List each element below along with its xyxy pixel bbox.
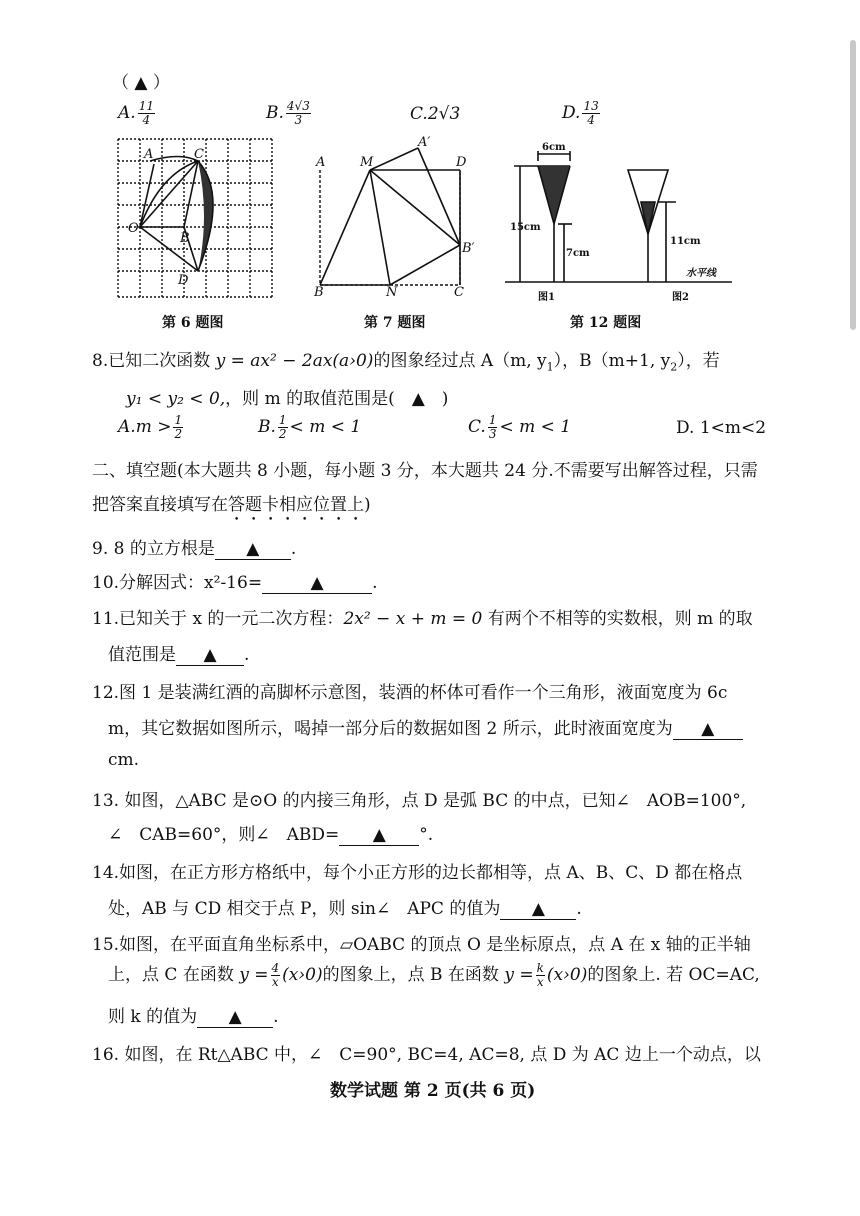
fig12-label-7cm: 7cm [566, 248, 590, 259]
q14-line1: 14.如图，在正方形方格纸中，每个小正方形的边长都相等，点 A、B、C、D 都在格点 [92, 863, 743, 883]
fig6-label-b: B [180, 231, 190, 246]
scrollbar[interactable] [850, 40, 856, 330]
q15-line1: 15.如图，在平面直角坐标系中，▱OABC 的顶点 O 是坐标原点，点 A 在 x 轴的正半轴 [92, 935, 751, 955]
q9: 9. 8 的立方根是 ▲ . [92, 539, 297, 559]
q15-line3: 则 k 的值为 ▲ . [108, 1007, 279, 1027]
q13-line2: ∠ CAB=60°，则∠ ABD= ▲ °. [108, 825, 434, 845]
q7-option-a: A. $\frac{11}{4}$ [118, 99, 154, 127]
q16-line1: 16. 如图，在 Rt△ABC 中，∠ C=90°, BC=4, AC=8, 点 D 为 AC 边上一个动点，以 [92, 1045, 761, 1065]
section2-heading-line2: 把答案直接填写在答题卡相应位置上) [92, 495, 371, 515]
q7-option-c: C.2√3 [410, 104, 461, 124]
q11-answer-blank: ▲ [176, 645, 244, 666]
fig6-label-a: A [144, 147, 154, 162]
q8-line2: y₁ < y₂ < 0,，则 m 的取值范围是( ▲ ) [126, 389, 449, 409]
q11-line2: 值范围是 ▲ . [108, 645, 250, 665]
q8-option-d: D. 1<m<2 [676, 418, 767, 438]
fig7-label-n: N [386, 285, 398, 300]
fig7-label-m: M [360, 155, 374, 170]
fig12-label-6cm: 6cm [542, 142, 566, 153]
fig7-label-c: C [454, 285, 464, 300]
fig6-label-c: C [194, 147, 204, 162]
fig12-label-fig1: 图1 [538, 292, 555, 303]
figure-6-caption: 第 6 题图 [162, 315, 224, 331]
fig6-label-o: O [128, 221, 139, 236]
q12-line3: cm. [108, 750, 140, 770]
figure-12-caption: 第 12 题图 [570, 315, 642, 331]
fig7-label-b: B [314, 285, 324, 300]
fig7-label-a-prime: A′ [418, 135, 431, 150]
q8-option-c: C. $\frac{1}{3}$ < m < 1 [468, 413, 572, 441]
section2-heading-line1: 二、填空题(本大题共 8 小题，每小题 3 分，本大题共 24 分.不需要写出解答过程，只需 [92, 461, 758, 481]
fig12-label-horizontal: 水平线 [686, 268, 716, 279]
q15-answer-blank: ▲ [197, 1007, 273, 1028]
q12-line1: 12.图 1 是装满红酒的高脚杯示意图，装酒的杯体可看作一个三角形，液面宽度为 6c [92, 683, 728, 703]
figure-7-square-fold-diagram [310, 130, 490, 300]
q12-line2: m，其它数据如图所示，喝掉一部分后的数据如图 2 所示，此时液面宽度为 ▲ [108, 714, 743, 740]
q10-answer-blank: ▲ [262, 573, 372, 594]
q8-option-a: A.m > $\frac{1}{2}$ [118, 413, 183, 441]
page-footer: 数学试题 第 2 页(共 6 页) [330, 1081, 536, 1101]
fig6-label-d: D [178, 273, 189, 288]
q13-line1: 13. 如图，△ABC 是⊙O 的内接三角形，点 D 是弧 BC 的中点，已知∠ AOB=100°, [92, 791, 747, 811]
q7-option-b: B. $\frac{4√3}{3}$ [266, 99, 310, 127]
figure-12-wine-glass-diagram [500, 136, 740, 306]
q9-answer-blank: ▲ [215, 539, 291, 560]
fig7-label-b-prime: B′ [462, 241, 475, 256]
fig12-label-11cm: 11cm [670, 236, 701, 247]
q7-option-d: D. $\frac{13}{4}$ [562, 99, 599, 127]
fig7-label-a: A [316, 155, 326, 170]
q12-answer-blank: ▲ [673, 719, 743, 740]
q14-answer-blank: ▲ [500, 899, 576, 920]
fig7-label-d: D [456, 155, 467, 170]
figure-7-caption: 第 7 题图 [364, 315, 426, 331]
figure-6-grid-diagram [110, 134, 280, 304]
fig12-label-15cm: 15cm [510, 222, 541, 233]
q15-line2: 上，点 C 在函数 y = $\frac{4}{x}$ (x›0)的图象上，点 B 在函数 y = $\frac{k}{x}$ (x›0)的图象上. 若 OC=AC, [108, 961, 760, 989]
q7-answer-paren: （ ▲ ） [112, 73, 170, 93]
q8-option-b: B. $\frac{1}{2}$ < m < 1 [258, 413, 362, 441]
q8-line1: 8.已知二次函数 y = ax² − 2ax(a›0)的图象经过点 A（m, $y_1$），B（m+1, $y_2$），若 [92, 351, 720, 374]
q13-answer-blank: ▲ [339, 825, 419, 846]
q8-function: y = ax² − 2ax(a›0) [215, 351, 374, 371]
q11-line1: 11.已知关于 x 的一元二次方程：2x² − x + m = 0 有两个不相等的实数根，则 m 的取 [92, 609, 753, 629]
q14-line2: 处，AB 与 CD 相交于点 P，则 sin∠ APC 的值为 ▲ . [108, 899, 582, 919]
q10: 10.分解因式：x²-16= ▲ . [92, 573, 378, 593]
fig12-label-fig2: 图2 [672, 292, 689, 303]
